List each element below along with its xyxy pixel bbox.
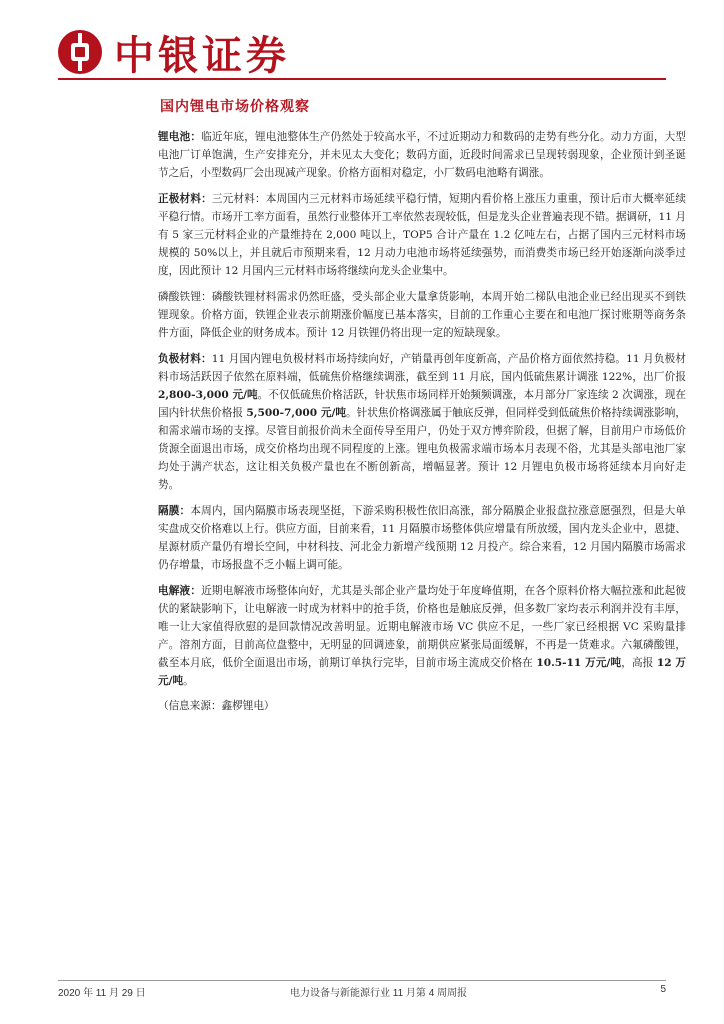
report-body — [158, 128, 686, 713]
paragraph-text: 三元材料：本周国内三元材料市场延续平稳行情，短期内看价格上涨压力重重，预计后市大概率延续平稳行情。市场开工率方面看，虽然行业整体开工率依然表现较低，但是龙头企业普遍表现不错。据调研，11 月有 5 家三元材料企业的产量维持在 2,000 吨以上，TOP5 合计产量在 1.2 亿吨左右，占据了国内三元材料市场规模的 50%以上，并且就后市预期来看，12 月动力电池市场将延续强势，而消费类市场已经开始逐渐向淡季过度，因此预计 12 月国内三元材料市场将继续向龙头企业集中。 — [158, 193, 687, 277]
paragraph-cathode-lfp — [158, 288, 686, 342]
paragraph-text: 本周内，国内隔膜市场表现坚挺，下游采购积极性依旧高涨，部分隔膜企业报盘拉涨意愿强烈，但是大单实盘成交价格难以上行。供应方面，目前来看，11 月隔膜市场整体供应增量有所放缓，国内龙头企业中，恩捷、星源材质产量仍有增长空间，中材科技、河北金力新增产线预期 12 月投产。综合来看，12 月国内隔膜市场需求仍存增量，市场报盘不乏小幅上调可能。 — [158, 505, 687, 571]
paragraph-text: ，高报 — [621, 657, 657, 669]
paragraph-lead: 电解液： — [158, 585, 202, 597]
price-highlight: 12 万元/吨 — [158, 657, 687, 687]
paragraph-electrolyte — [158, 582, 686, 690]
paragraph-anode — [158, 350, 686, 494]
brand-name: 中银证券 — [114, 32, 290, 79]
paragraph-lead: 正极材料： — [158, 193, 212, 205]
paragraph-separator — [158, 502, 686, 574]
paragraph-lead: 锂电池： — [158, 131, 202, 143]
price-highlight: 10.5-11 万元/吨 — [536, 657, 622, 669]
paragraph-battery — [158, 128, 686, 182]
footer-date: 2020 年 11 月 29 日 — [58, 988, 146, 999]
section-title: 国内锂电市场价格观察 — [160, 99, 310, 115]
paragraph-text: 。不仅低硫焦价格活跃，针状焦市场同样开始频频调涨，本月部分厂家连续 2 次调涨，现在国内针状焦价格报 — [158, 389, 686, 419]
header — [58, 24, 290, 80]
paragraph-lead: 隔膜： — [158, 505, 191, 517]
page-number: 5 — [660, 984, 666, 995]
paragraph-text: 11 月国内锂电负极材料市场持续向好，产销量再创年度新高，产品价格方面依然持稳。11 月负极材料市场活跃因子依然在原料端，低硫焦价格继续调涨，截至到 11 月底，国内低硫焦累计调涨 122%，出厂价报 — [158, 353, 686, 383]
footer-divider — [58, 980, 666, 981]
paragraph-text: 近期电解液市场整体向好，尤其是头部企业产量均处于年度峰值期，在各个原料价格大幅拉涨和此起彼伏的紧缺影响下，让电解液一时成为材料中的抢手货，价格也是触底反弹，但多数厂家均表示利润并没有丰厚，唯一让大家值得欣慰的是回款情况改善明显。近期电解液市场 VC 供应不足，一些厂家已经根据 VC 采购量排产。溶剂方面，目前高位盘整中，无明显的回调迹象，前期供应紧张局面缓解，不再是一货难求。六氟磷酸锂，截至本月底，低价全面退出市场，前期订单执行完毕，目前市场主流成交价格在 — [158, 585, 687, 669]
paragraph-text: 临近年底，锂电池整体生产仍然处于较高水平，不过近期动力和数码的走势有些分化。动力方面，大型电池厂订单饱满，生产安排充分，并未见太大变化；数码方面，近段时间需求已呈现转弱现象，企业预计到圣诞节之后，小型数码厂会出现减产现象。价格方面相对稳定，小厂数码电池略有调涨。 — [158, 131, 687, 179]
paragraph-text: 。 — [183, 675, 194, 687]
info-source: （信息来源：鑫椤锂电） — [158, 700, 275, 712]
paragraph-text: 。针状焦价格调涨属于触底反弹，但同样受到低硫焦价格持续调涨影响，和需求端市场的支撑。尽管目前报价尚未全面传导至用户，仍处于双方博弈阶段，但据了解，目前用户市场低价货源全面退出市场，成交价格均出现不同程度的上涨。锂电负极需求端市场本月表现不俗，尤其是头部电池厂家均处于满产状态，这让相关负极产量也在不断创新高，增幅显著。预计 12 月锂电负极市场将延续本月向好走势。 — [158, 407, 686, 491]
header-divider — [58, 78, 666, 80]
paragraph-cathode-ternary — [158, 190, 686, 280]
footer-report-title: 电力设备与新能源行业 11 月第 4 周周报 — [290, 988, 468, 999]
paragraph-text: 磷酸铁锂：磷酸铁锂材料需求仍然旺盛，受头部企业大量拿货影响，本周开始二梯队电池企业已经出现买不到铁锂现象。价格方面，铁锂企业表示前期涨价幅度已基本落实，目前的工作重心主要在和电池厂探讨账期等商务条件方面，降低企业的财务成本。预计 12 月铁锂仍将出现一定的短缺现象。 — [158, 291, 686, 339]
paragraph-lead: 负极材料： — [158, 353, 212, 365]
price-highlight: 2,800-3,000 元/吨 — [158, 389, 258, 401]
bank-of-china-logo-icon — [58, 30, 102, 74]
price-highlight: 5,500-7,000 元/吨 — [246, 407, 347, 419]
